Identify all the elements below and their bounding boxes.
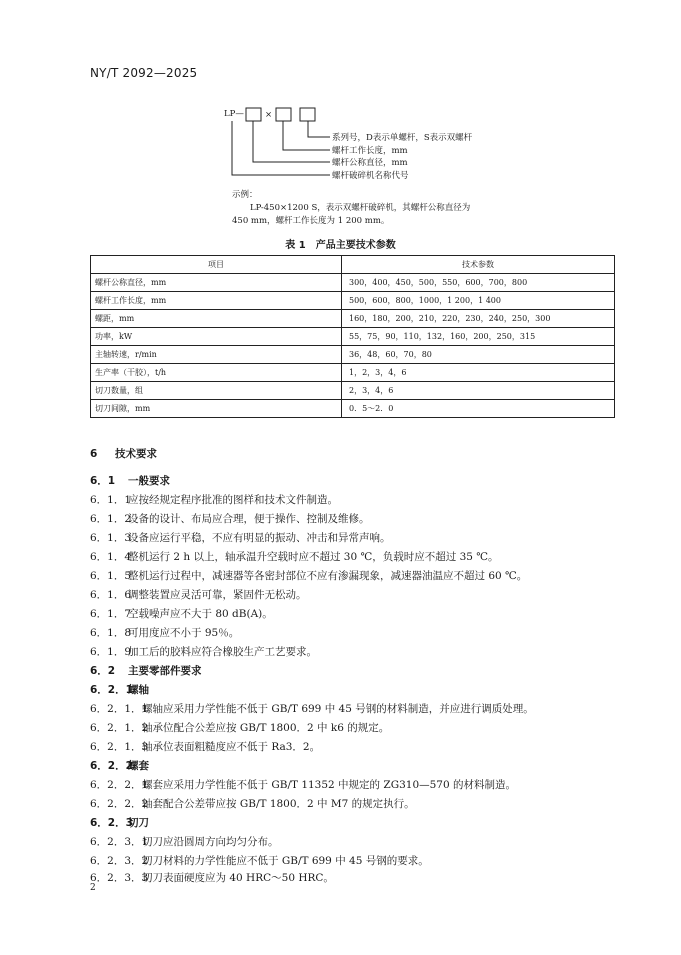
row-label: 生产率（干胶），t/h	[91, 364, 342, 382]
table-caption: 表 1 产品主要技术参数	[285, 240, 396, 251]
model-code-diagram	[226, 103, 526, 189]
row-label: 螺杆公称直径，mm	[91, 274, 342, 292]
example-title: 示例：	[232, 190, 258, 200]
clause: 6．1．6调整装置应灵活可靠，紧固件无松动。	[90, 589, 307, 601]
section-heading-6: 6 技术要求	[90, 448, 157, 460]
page-number: 2	[90, 883, 96, 893]
row-value: 300，400，450，500，550，600，700，800	[342, 274, 615, 292]
clause: 6．2．1．3轴承位表面粗糙度应不低于 Ra3．2。	[90, 741, 321, 753]
row-label: 螺杆工作长度，mm	[91, 292, 342, 310]
label-diameter: 螺杆公称直径，mm	[332, 158, 408, 168]
clause: 6．1．4整机运行 2 h 以上，轴承温升空载时应不超过 30 ℃，负载时应不超过 35 ℃。	[90, 551, 499, 563]
section-heading-6-2-3: 6．2．3切刀	[90, 817, 149, 829]
section-heading-6-2: 6．2 主要零部件要求	[90, 665, 202, 677]
label-name-code: 螺杆破碎机名称代号	[332, 171, 409, 181]
clause: 6．2．3．1切刀应沿圆周方向均匀分布。	[90, 836, 279, 848]
example-line-2: 450 mm，螺杆工作长度为 1 200 mm。	[232, 216, 390, 226]
table-row	[91, 364, 615, 382]
label-series: 系列号，D表示单螺杆，S表示双螺杆	[332, 133, 473, 143]
row-value: 500，600，800，1000，1 200，1 400	[342, 292, 615, 310]
table-row	[91, 274, 615, 292]
table-row	[91, 328, 615, 346]
clause: 6．1．7空载噪声应不大于 80 dB(A)。	[90, 608, 273, 620]
section-heading-6-2-2: 6．2．2螺套	[90, 760, 149, 772]
row-value: 160，180，200，210，220，230，240，250，300	[342, 310, 615, 328]
table-row	[91, 346, 615, 364]
clause: 6．2．3．3切刀表面硬度应为 40 HRC～50 HRC。	[90, 872, 334, 884]
header-params: 技术参数	[342, 256, 615, 274]
row-label: 切刀间隙，mm	[91, 400, 342, 418]
tech-params-table	[90, 255, 615, 418]
table-row	[91, 400, 615, 418]
row-label: 主轴转速，r/min	[91, 346, 342, 364]
label-length: 螺杆工作长度，mm	[332, 146, 408, 156]
header-item: 项目	[91, 256, 342, 274]
clause: 6．2．1．1螺轴应采用力学性能不低于 GB/T 699 中 45 号钢的材料制造，并应进行调质处理。	[90, 703, 534, 715]
row-value: 1，2，3，4，6	[342, 364, 615, 382]
row-value: 0．5～2．0	[342, 400, 615, 418]
clause: 6．1．5整机运行过程中，减速器等各密封部位不应有渗漏现象，减速器油温应不超过 60 ℃。	[90, 570, 528, 582]
section-heading-6-1: 6．1 一般要求	[90, 475, 170, 487]
clause: 6．2．1．2轴承位配合公差应按 GB/T 1800．2 中 k6 的规定。	[90, 722, 390, 734]
row-value: 36，48，60，70，80	[342, 346, 615, 364]
clause: 6．1．2设备的设计、布局应合理，便于操作、控制及维修。	[90, 513, 370, 525]
row-value: 55，75，90，110，132，160，200，250，315	[342, 328, 615, 346]
clause: 6．1．1应按经规定程序批准的图样和技术文件制造。	[90, 494, 338, 506]
clause: 6．2．3．2切刀材料的力学性能应不低于 GB/T 699 中 45 号钢的要求。	[90, 855, 429, 867]
table-row	[91, 292, 615, 310]
code-prefix: LP—	[224, 109, 244, 119]
table-row	[91, 382, 615, 400]
clause: 6．1．9加工后的胶料应符合橡胶生产工艺要求。	[90, 646, 317, 658]
row-label: 螺距，mm	[91, 310, 342, 328]
clause: 6．2．2．2轴套配合公差带应按 GB/T 1800．2 中 M7 的规定执行。	[90, 798, 415, 810]
clause: 6．1．8可用度应不小于 95％。	[90, 627, 240, 639]
times-sign: ×	[265, 110, 273, 120]
row-value: 2，3，4，6	[342, 382, 615, 400]
table-row	[91, 310, 615, 328]
section-heading-6-2-1: 6．2．1螺轴	[90, 684, 149, 696]
clause: 6．2．2．1螺套应采用力学性能不低于 GB/T 11352 中规定的 ZG310—570 的材料制造。	[90, 779, 516, 791]
standard-code: NY/T 2092—2025	[90, 66, 198, 80]
table-header-row	[91, 256, 615, 274]
clause: 6．1．3设备应运行平稳，不应有明显的振动、冲击和异常声响。	[90, 532, 391, 544]
row-label: 切刀数量，组	[91, 382, 342, 400]
example-line-1: LP-450×1200 S，表示双螺杆破碎机，其螺杆公称直径为	[250, 203, 471, 213]
row-label: 功率，kW	[91, 328, 342, 346]
